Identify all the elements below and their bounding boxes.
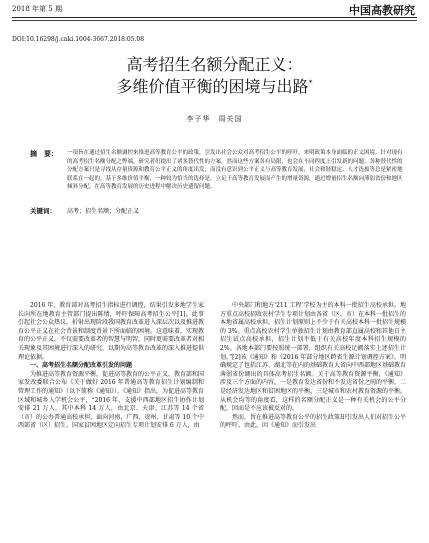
paragraph: 2016 年，教育部对高考招生指标进行调控，结果引发多地学生家长向所在地教育主管部门提出陈情，呼吁保障高考招生公平[1]。此事引起社会公众热议，折射出现阶段我国教育改革进入深层次以及推进教育公平正义在社会背景和制度背景下所面临的困境。这意味着，实现教育的公平正义，不仅需要改革者的智慧与明智，同时更需要改革者对相关现象及其困境进行深入的研究，以期为高等教育改革的深入推进提供理论依据。	[18, 302, 205, 361]
keywords-text: 高考；招生名额；分配正义	[67, 208, 140, 215]
paragraph: 然而，旨在推进高等教育公平的招生政策却引发出人们对招生公平的呼吁。由此，因《通知》而引发出	[220, 413, 407, 430]
section-heading: 一、高考招生名额分配改革引发的问题	[30, 362, 133, 370]
title-line-2-text: 多维价值平衡的困境与出路	[116, 77, 309, 96]
abstract-text: 一项旨在通过招生名额调控来推进高等教育公平的政策，引发出社会公众对高考招生公平的呼吁，来明政策本身面临的正义困境。针对现有的高考招生名额分配之弊端，研究者们提出了诸多替代性的方案，然而这些方案各有局限，也会在不同程度上引发新的问题。各种替代性的分配方案只是寻找从存量资源和教育公平正义的角度出发，而没有意识到公平正义与高等教育发展、社会和谐稳定、人才选拔等总是紧密地联系在一起的。基于多维价值平衡，一种较为恰当的选择是，立足于高等教育发展而产生的增量资源，通过增量招生名额向薄弱省份和地区倾斜分配，在高等教育发展的历史进程中解决历史遗留问题。	[67, 150, 403, 190]
journal-name: 中国高教研究	[349, 4, 415, 17]
authors: 李子华 周关国	[186, 115, 243, 123]
paragraph: 中央部门和地方‘211 工程’学校为主的本科一批招生高校承担。地方重点高校招收农村学生专项计划由各省（区、市）在本科一批招生的本地省属高校承担，招生计划原则上不少于有关高校本科一批招生规模的 3%。重点高校农村学生单独招生计划由教育部直属高校和其他自主招生试点高校承担，招生计划不低于有关高校年度本科招生规模的 2%。各地本部门要按照统一部署，组织有关高校足额落实上述招生计划。”[2]该《通知》和《2016 年部分地区跨省生源计划调控方案》，明确规定了包括江苏、湖北等在内的基础教育大省向中西部地区基础教育薄弱省份调出的具体高考招生名额。关于高等教育资源平衡，《通知》涉及三个方面的内容，一是教育发达省份和不发达省份之间的平衡，二是经济发达地区和贫困地区的平衡，三是城市和农村教育资源的平衡。从机会均等的角度看，这样的名额分配正义是一种有关机会的公平分配，因而是不应该被反对的。	[220, 302, 407, 413]
abstract-label: 摘 要：	[30, 149, 58, 158]
journal-issue: 2018 年第 5 期	[12, 5, 62, 13]
title-footnote-mark: *	[308, 78, 313, 88]
title-line-2	[0, 74, 429, 97]
paragraph: 为推进高等教育资源平衡，促进高等教育的公平正义，教育部和国家发改委联合公布《关于做好 2016 年普通高等教育招生计划编制和管理工作的通知》（以下简称《通知》）。《通知》指出，为促进高等教育区域和城乡入学机会公平，“2016 年，支援中西部地区招生协作计划安排 21 万人，其中本科 14 万人，由北京、天津、江苏等 14 个省（市）的公办普通高校承担，面向河南、广西、贵州、甘肃等 10 个中西部省（区）招生。国家贫困地区定向招生专项计划安排 6 万人，由	[18, 370, 205, 430]
body-column-left	[18, 302, 204, 431]
body-column-right	[220, 302, 406, 431]
title-line-1: 高考招生名额分配正义：	[126, 55, 303, 74]
keywords-label: 关键词：	[30, 207, 56, 215]
doi: DOI:10.16298/j.cnki.1004-3667.2018.05.08	[12, 36, 145, 43]
header-rule-thin	[12, 20, 417, 21]
header-rule	[12, 17, 417, 18]
